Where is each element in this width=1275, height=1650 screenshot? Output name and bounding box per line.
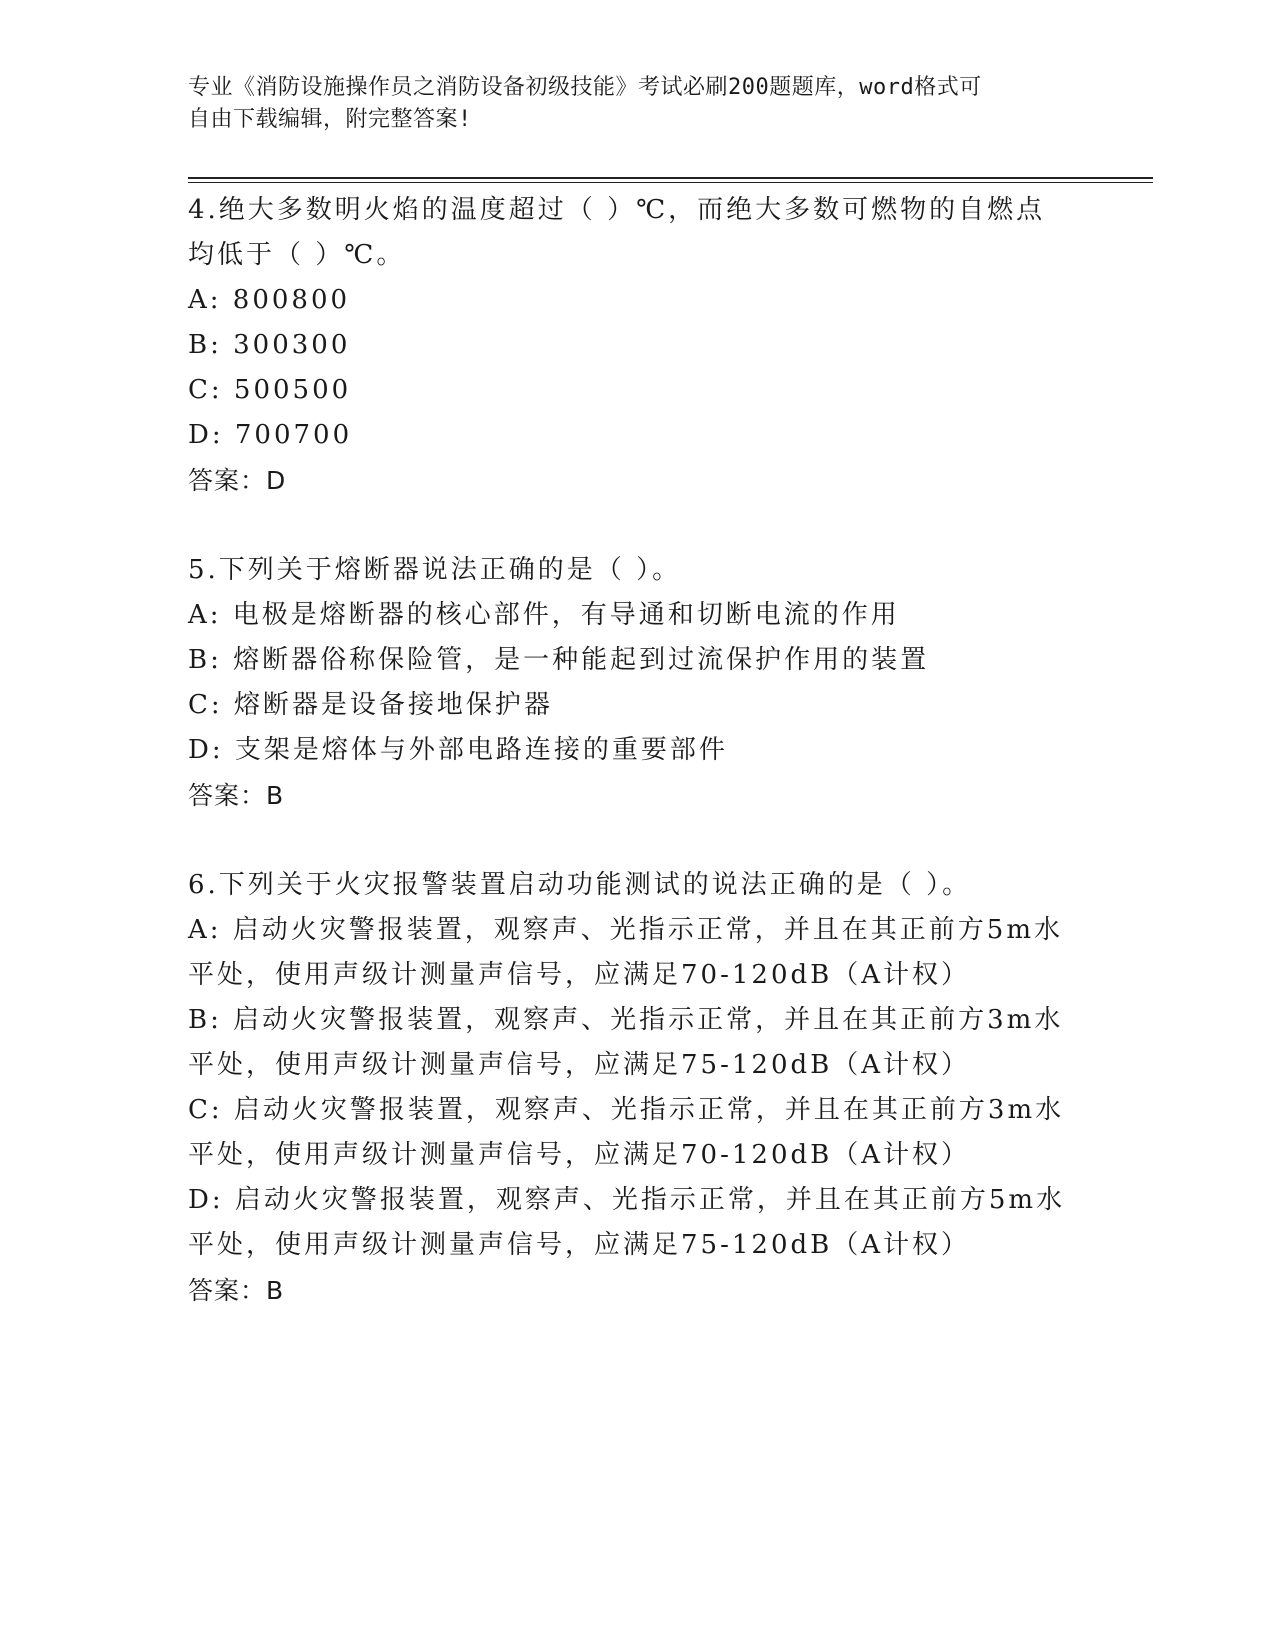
- question-6: [188, 863, 1068, 1313]
- question-stem: 5.下列关于熔断器说法正确的是（ ）。: [188, 555, 682, 585]
- option-c: C: 熔断器是设备接地保护器: [188, 690, 553, 720]
- document-header: [188, 72, 1068, 136]
- option-c: C: 500500: [188, 375, 352, 405]
- option-d-line-1: D: 启动火灾警报装置，观察声、光指示正常，并且在其正前方5m水: [188, 1185, 1066, 1215]
- question-4: [188, 188, 1068, 503]
- question-5: [188, 548, 1068, 818]
- header-line-2: 自由下载编辑，附完整答案!: [188, 107, 472, 132]
- option-d-line-2: 平处，使用声级计测量声信号，应满足75-120dB（A计权）: [188, 1230, 971, 1260]
- option-b: B: 300300: [188, 330, 351, 360]
- answer-label: 答案：D: [188, 466, 287, 495]
- option-a: A: 电极是熔断器的核心部件，有导通和切断电流的作用: [188, 600, 900, 630]
- question-stem: 4.绝大多数明火焰的温度超过（ ）℃，而绝大多数可燃物的自燃点: [188, 195, 1046, 225]
- option-d: D: 700700: [188, 420, 353, 450]
- option-c-line-1: C: 启动火灾警报装置，观察声、光指示正常，并且在其正前方3m水: [188, 1095, 1065, 1125]
- answer-label: 答案：B: [188, 1276, 285, 1305]
- option-b-line-1: B: 启动火灾警报装置，观察声、光指示正常，并且在其正前方3m水: [188, 1005, 1064, 1035]
- header-line-1: 专业《消防设施操作员之消防设备初级技能》考试必刷200题题库，word格式可: [188, 75, 982, 100]
- question-stem: 均低于（ ）℃。: [188, 240, 406, 270]
- option-a: A: 800800: [188, 285, 351, 315]
- option-b-line-2: 平处，使用声级计测量声信号，应满足75-120dB（A计权）: [188, 1050, 971, 1080]
- option-b: B: 熔断器俗称保险管，是一种能起到过流保护作用的装置: [188, 645, 930, 675]
- header-divider-thick: [188, 177, 1153, 179]
- option-a-line-2: 平处，使用声级计测量声信号，应满足70-120dB（A计权）: [188, 960, 971, 990]
- question-stem: 6.下列关于火灾报警装置启动功能测试的说法正确的是（ ）。: [188, 870, 972, 900]
- question-spacer: [188, 503, 1068, 548]
- answer-label: 答案：B: [188, 781, 285, 810]
- header-divider-thin: [188, 182, 1153, 183]
- question-list: [188, 188, 1068, 1313]
- option-a-line-1: A: 启动火灾警报装置，观察声、光指示正常，并且在其正前方5m水: [188, 915, 1063, 945]
- option-c-line-2: 平处，使用声级计测量声信号，应满足70-120dB（A计权）: [188, 1140, 971, 1170]
- option-d: D: 支架是熔体与外部电路连接的重要部件: [188, 735, 728, 765]
- question-spacer: [188, 818, 1068, 863]
